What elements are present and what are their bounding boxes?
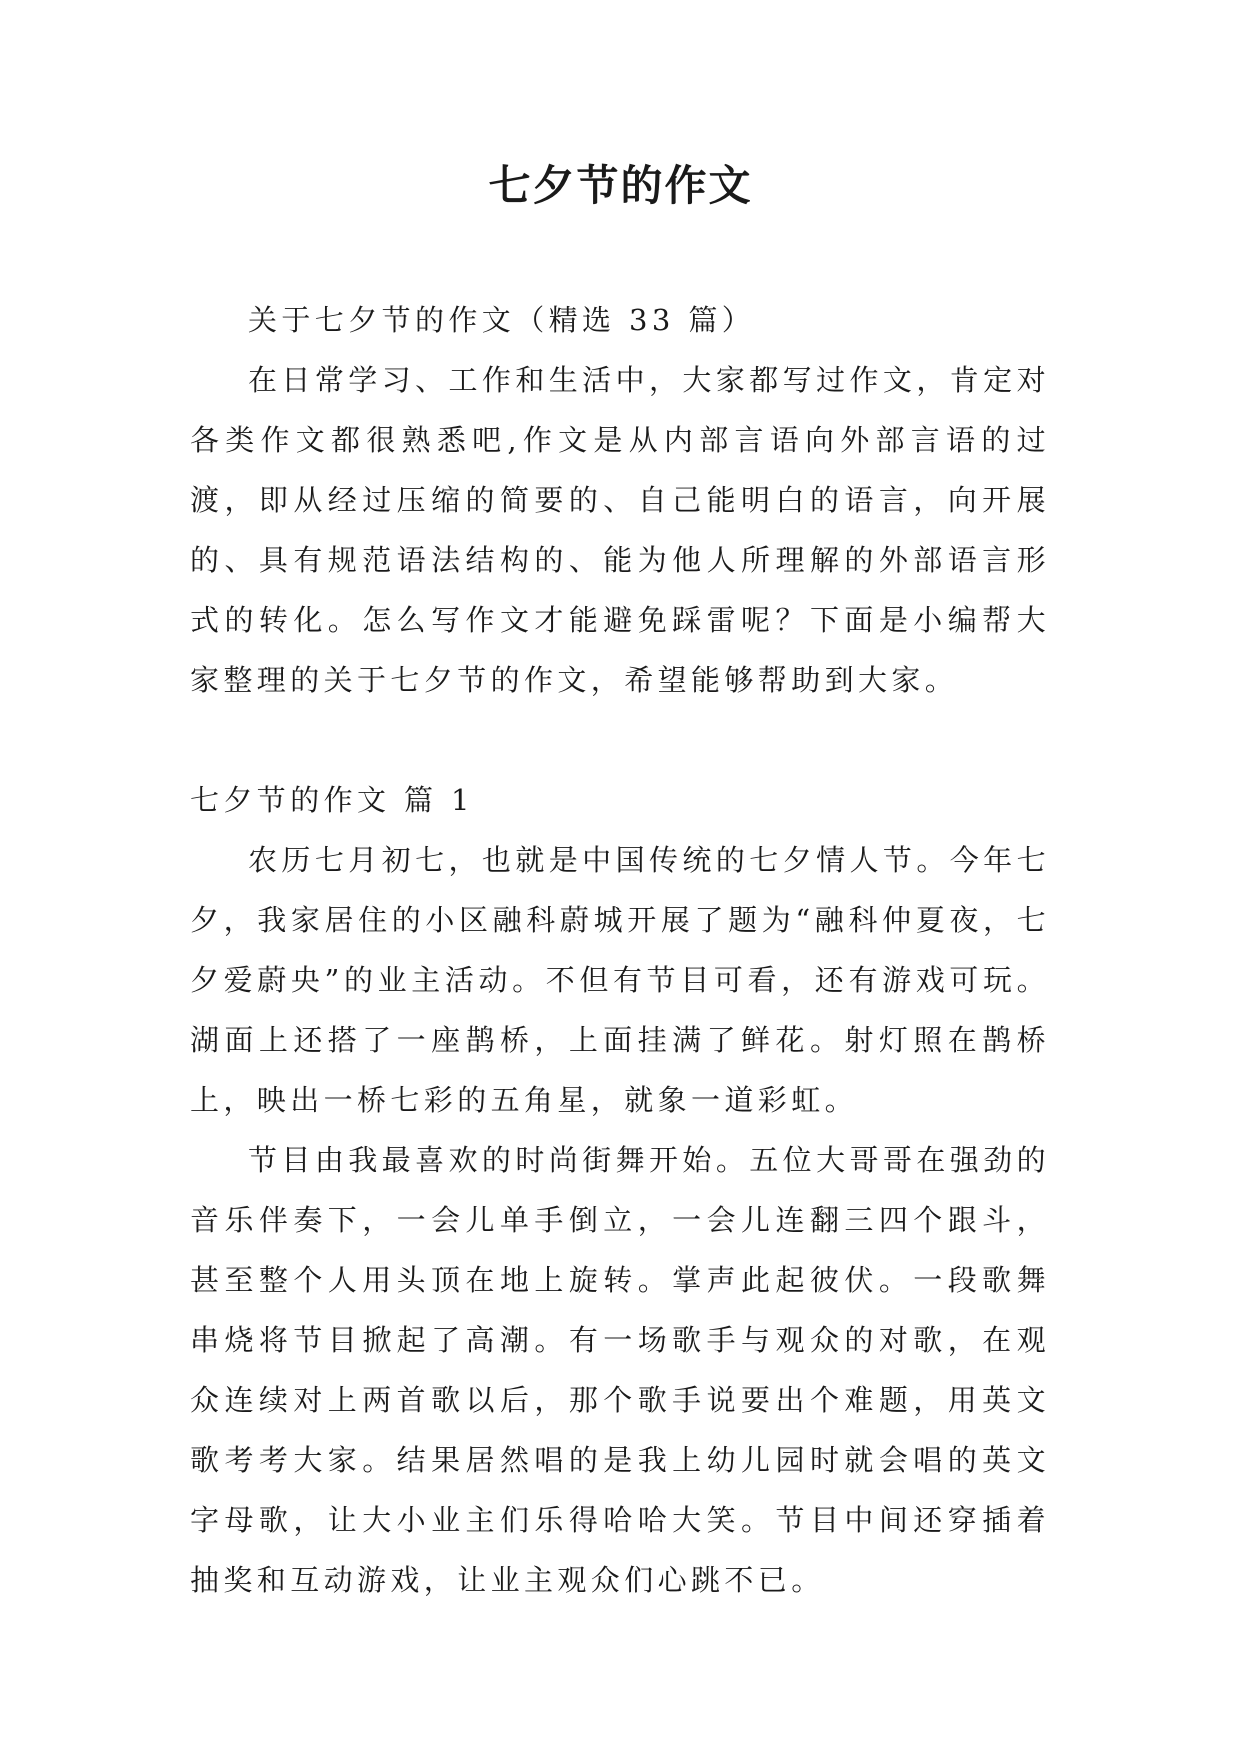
intro-paragraph: 在日常学习、工作和生活中，大家都写过作文，肯定对各类作文都很熟悉吧,作文是从内部言语向外部言语的过渡，即从经过压缩的简要的、自己能明白的语言，向开展的、具有规范语法结构的、能为他人所理解的外部语言形式的转化。怎么写作文才能避免踩雷呢？下面是小编帮大家整理的关于七夕节的作文，希望能够帮助到大家。 <box>190 363 1050 697</box>
section-1-paragraph-2: 节目由我最喜欢的时尚街舞开始。五位大哥哥在强劲的音乐伴奏下，一会儿单手倒立，一会儿连翻三四个跟斗，甚至整个人用头顶在地上旋转。掌声此起彼伏。一段歌舞串烧将节目掀起了高潮。有一场歌手与观众的对歌，在观众连续对上两首歌以后，那个歌手说要出个难题，用英文歌考考大家。结果居然唱的是我上幼儿园时就会唱的英文字母歌，让大小业主们乐得哈哈大笑。节目中间还穿插着抽奖和互动游戏，让业主观众们心跳不已。 <box>190 1143 1050 1597</box>
document-title: 七夕节的作文 <box>488 161 753 210</box>
section-1-heading: 七夕节的作文 篇 1 <box>190 783 474 817</box>
section-1-paragraph-1: 农历七月初七，也就是中国传统的七夕情人节。今年七夕，我家居住的小区融科蔚城开展了题为“融科仲夏夜，七夕爱蔚央”的业主活动。不但有节目可看，还有游戏可玩。湖面上还搭了一座鹊桥，上面挂满了鲜花。射灯照在鹊桥上，映出一桥七彩的五角星，就象一道彩虹。 <box>190 843 1050 1117</box>
document-body <box>190 290 1050 1610</box>
intro-heading: 关于七夕节的作文（精选 33 篇） <box>248 303 756 337</box>
